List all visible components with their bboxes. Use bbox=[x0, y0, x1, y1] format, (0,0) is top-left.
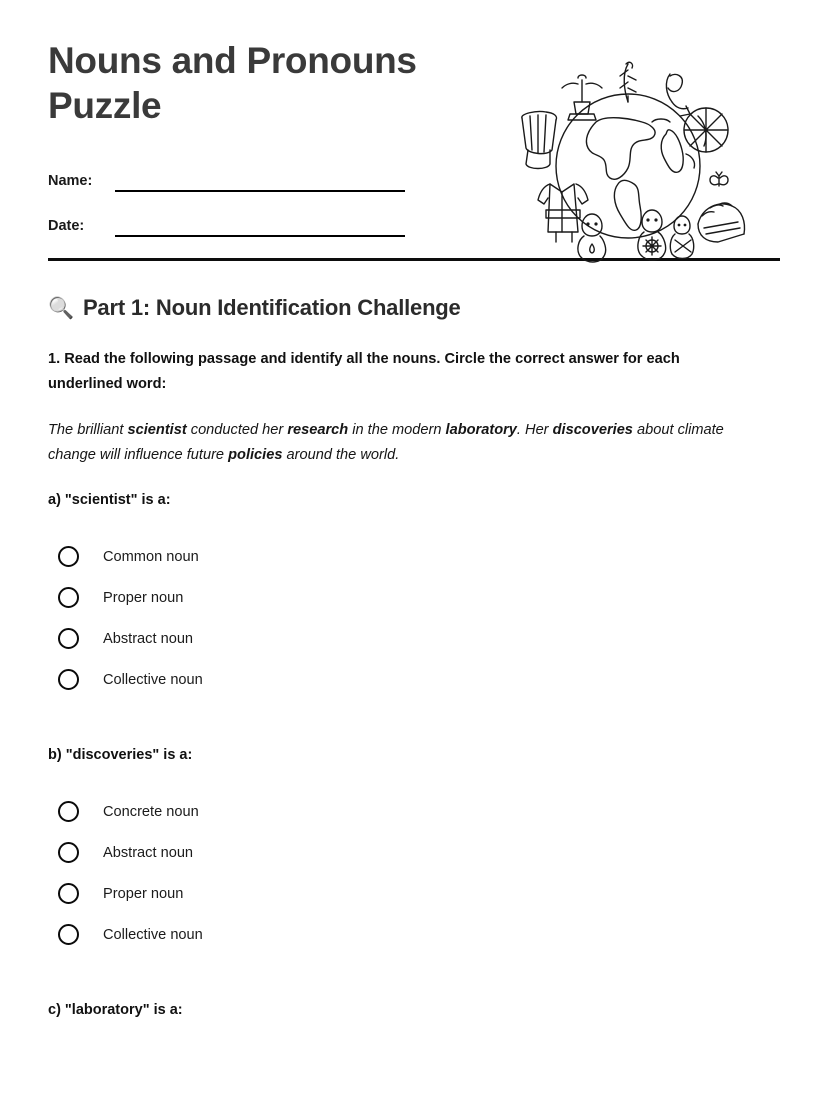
sub-question-b bbox=[48, 747, 780, 955]
globe-cultures-illustration bbox=[500, 56, 750, 271]
passage-text: The brilliant bbox=[48, 422, 128, 439]
name-label: Name: bbox=[48, 173, 93, 190]
section-heading-text: Part 1: Noun Identification Challenge bbox=[82, 295, 461, 320]
radio-circle-icon[interactable] bbox=[58, 801, 79, 822]
sub-question-a bbox=[48, 492, 780, 700]
option-row[interactable] bbox=[58, 618, 780, 659]
date-input-line[interactable] bbox=[115, 234, 405, 237]
option-label: Common noun bbox=[103, 548, 199, 565]
sub-question-c-prompt: c) "laboratory" is a: bbox=[48, 1002, 183, 1019]
radio-circle-icon[interactable] bbox=[58, 628, 79, 649]
passage-keyword: scientist bbox=[127, 422, 187, 439]
section-heading bbox=[48, 295, 780, 321]
radio-circle-icon[interactable] bbox=[58, 669, 79, 690]
reading-passage bbox=[48, 418, 763, 467]
sub-question-b-options bbox=[48, 791, 780, 955]
option-label: Abstract noun bbox=[103, 630, 194, 647]
question-1-stem: 1. Read the following passage and identify all the nouns. Circle the correct answer for each underlined word: bbox=[48, 351, 680, 393]
worksheet-header bbox=[48, 0, 780, 258]
passage-keyword: research bbox=[287, 422, 349, 439]
option-label: Proper noun bbox=[103, 589, 184, 606]
radio-circle-icon[interactable] bbox=[58, 546, 79, 567]
option-label: Concrete noun bbox=[103, 803, 199, 820]
passage-text: about climate change will influence future bbox=[48, 422, 724, 463]
passage-text: around the world. bbox=[282, 446, 400, 463]
passage-keyword: discoveries bbox=[552, 422, 633, 439]
passage-text: in the modern bbox=[348, 422, 446, 439]
spacer bbox=[48, 700, 780, 722]
spacer bbox=[48, 955, 780, 977]
radio-circle-icon[interactable] bbox=[58, 924, 79, 945]
option-row[interactable] bbox=[58, 659, 780, 700]
radio-circle-icon[interactable] bbox=[58, 842, 79, 863]
option-row[interactable] bbox=[58, 791, 780, 832]
option-label: Proper noun bbox=[103, 885, 184, 902]
passage-text: conducted her bbox=[186, 422, 288, 439]
passage-keyword: policies bbox=[228, 446, 283, 463]
page-title: Nouns and Pronouns Puzzle bbox=[48, 40, 417, 127]
sub-question-c bbox=[48, 1002, 780, 1018]
option-label: Abstract noun bbox=[103, 844, 194, 861]
passage-text: . Her bbox=[516, 422, 553, 439]
magnifying-glass-icon: 🔍 bbox=[48, 296, 74, 320]
sub-question-a-prompt: a) "scientist" is a: bbox=[48, 492, 171, 509]
option-label: Collective noun bbox=[103, 671, 203, 688]
option-row[interactable] bbox=[58, 577, 780, 618]
sub-question-a-options bbox=[48, 536, 780, 700]
date-label: Date: bbox=[48, 218, 85, 235]
option-row[interactable] bbox=[58, 536, 780, 577]
option-row[interactable] bbox=[58, 914, 780, 955]
option-row[interactable] bbox=[58, 873, 780, 914]
option-label: Collective noun bbox=[103, 926, 203, 943]
radio-circle-icon[interactable] bbox=[58, 587, 79, 608]
passage-keyword: laboratory bbox=[445, 422, 517, 439]
radio-circle-icon[interactable] bbox=[58, 883, 79, 904]
option-row[interactable] bbox=[58, 832, 780, 873]
name-input-line[interactable] bbox=[115, 189, 405, 192]
sub-question-b-prompt: b) "discoveries" is a: bbox=[48, 747, 193, 764]
